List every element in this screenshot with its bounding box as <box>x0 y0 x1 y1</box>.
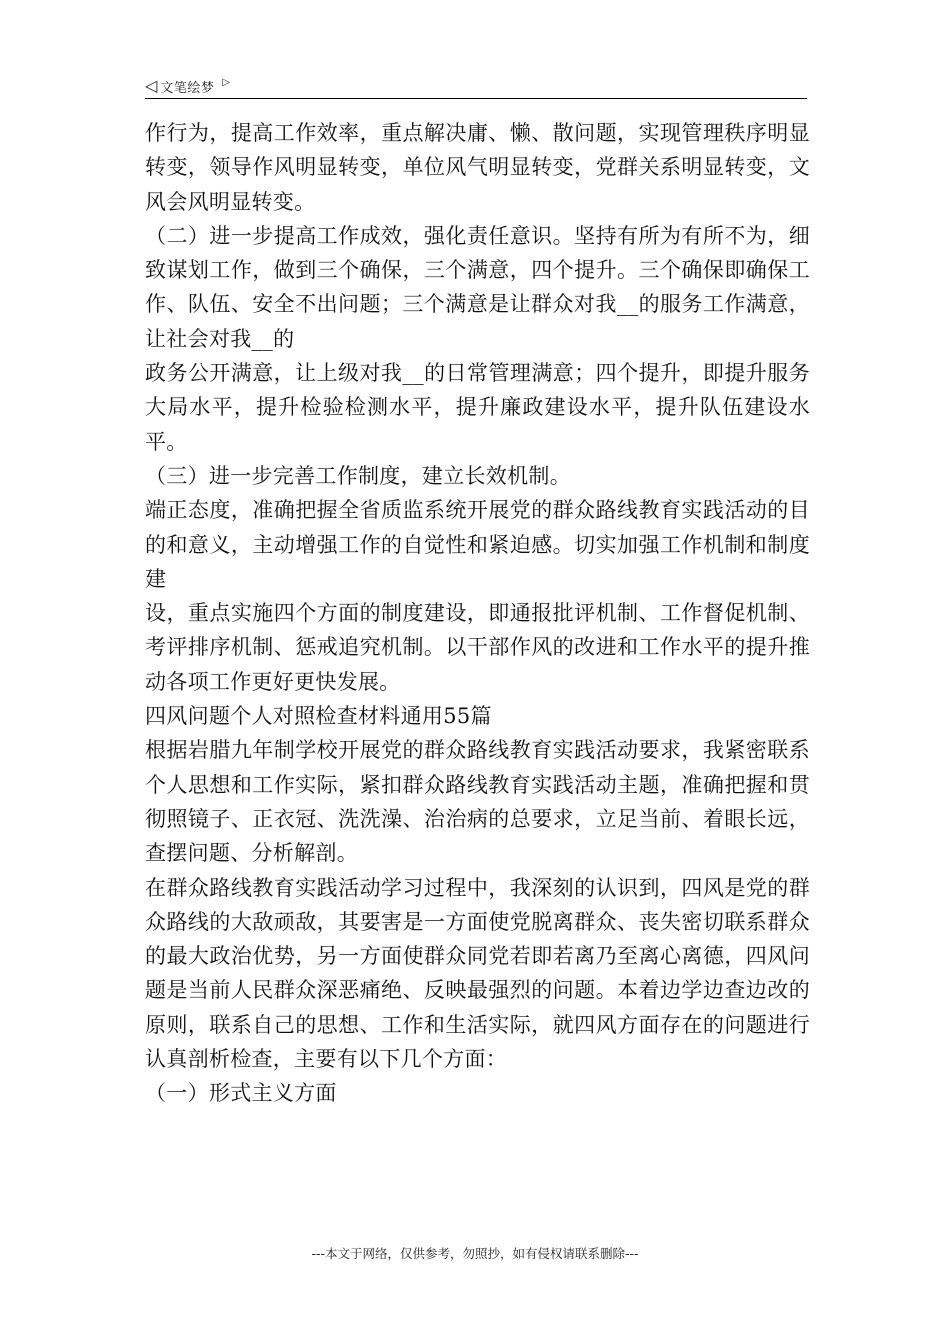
page-header <box>145 74 807 99</box>
section-title: 四风问题个人对照检查材料通用55篇 <box>145 704 492 729</box>
document-body <box>145 116 810 1111</box>
paragraph: （一）形式主义方面 <box>145 1081 337 1106</box>
paragraph: 在群众路线教育实践活动学习过程中，我深刻的认识到，四风是党的群众路线的大敌顽敌，其要害是一方面使党脱离群众、丧失密切联系群众的最大政治优势，另一方面使群众同党若即若离乃至离心离德，四风问题是当前人民群众深恶痛绝、反映最强烈的问题。本着边学边查边改的原则，联系自己的思想、工作和生活实际，就四风方面存在的问题进行认真剖析检查，主要有以下几个方面： <box>145 875 810 1072</box>
triangle-right-icon: ▷ <box>222 77 231 88</box>
paragraph: 政务公开满意，让上级对我__的日常管理满意；四个提升，即提升服务大局水平，提升检验检测水平，提升廉政建设水平，提升队伍建设水平。 <box>145 361 810 454</box>
paragraph: 端正态度，准确把握全省质监系统开展党的群众路线教育实践活动的目的和意义，主动增强工作的自觉性和紧迫感。切实加强工作机制和制度建 <box>145 498 810 591</box>
brand-label: 文笔绘梦 <box>160 80 215 96</box>
paragraph: （二）进一步提高工作成效，强化责任意识。坚持有所为有所不为，细致谋划工作，做到三个确保，三个满意，四个提升。三个确保即确保工作、队伍、安全不出问题；三个满意是让群众对我__的服务工作满意，让社会对我__的 <box>145 223 810 351</box>
paragraph: （三）进一步完善工作制度，建立长效机制。 <box>145 463 571 488</box>
paragraph: 作行为，提高工作效率，重点解决庸、懒、散问题，实现管理秩序明显转变，领导作风明显转变，单位风气明显转变，党群关系明显转变，文风会风明显转变。 <box>145 121 810 214</box>
triangle-left-icon: ◁ <box>145 76 158 95</box>
paragraph: 设，重点实施四个方面的制度建设，即通报批评机制、工作督促机制、考评排序机制、惩戒追究机制。以干部作风的改进和工作水平的提升推动各项工作更好更快发展。 <box>145 601 810 694</box>
paragraph: 根据岩腊九年制学校开展党的群众路线教育实践活动要求，我紧密联系个人思想和工作实际，紧扣群众路线教育实践活动主题，准确把握和贯彻照镜子、正衣冠、洗洗澡、治治病的总要求，立足当前、着眼长远，查摆问题、分析解剖。 <box>145 738 810 866</box>
page-footer: ---本文于网络，仅供参考，勿照抄，如有侵权请联系删除--- <box>311 1246 639 1261</box>
